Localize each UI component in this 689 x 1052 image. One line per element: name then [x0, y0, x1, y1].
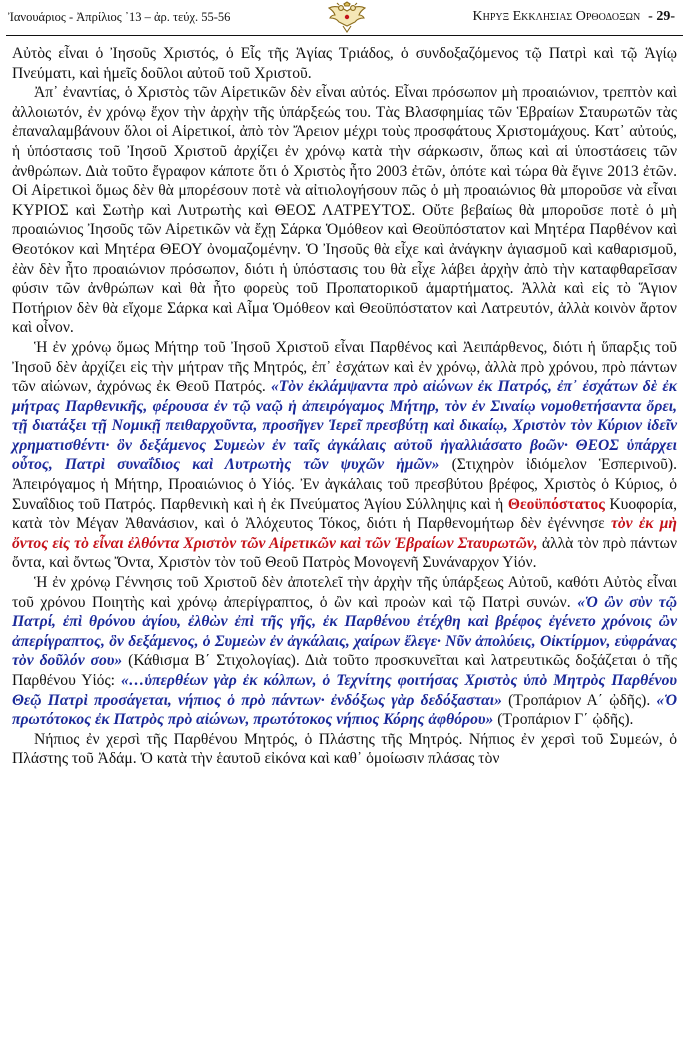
text-run-b: Ἡ ἐν χρόνῳ Γέννησις τοῦ Χριστοῦ δὲν ἀποτελεῖ τὴν ἀρχὴν τῆς ὑπάρξεως Αὐτοῦ,	[34, 574, 553, 592]
double-headed-eagle-icon	[326, 1, 368, 33]
text-run-b: αὐτοῦ	[187, 64, 225, 82]
text-run-b: ΘΕΟΣ ΛΑΤΡΕΥΤΟΣ.	[274, 201, 416, 219]
text-run-b: Κατ᾽ αὐτούς, ἡ ὑπόστασις τοῦ Ἰησοῦ Χριστοῦ ἀρχίζει ἐν χρόνῳ κατὰ τὴν σάρκωσιν, ὅπως καὶ αἱ ὑποστάσεις τῶν ἀνθρώπων.	[12, 123, 677, 180]
text-run: ἀλλὰ	[537, 534, 578, 552]
text-run-q: «…ὑπερθέων γὰρ ἐκ κόλπων, ὁ Τεχνίτης φοιτήσας Χριστὸς ὑπὸ Μητρὸς Παρθένου Θεῷ Πατρὶ προσάγεται, νήπιος ὁ πρὸ πάντων· ἐνδόξως γὰρ δεδόξασται»	[12, 672, 678, 709]
text-run: ἐτῶν. Οἱ Αἱρετικοὶ ὅμως δὲν θὰ μπορέσουν ποτὲ νὰ αἰτιολογήσουν πῶς ὁ μὴ προαιώνιος θὰ μποροῦσε νὰ εἶναι	[12, 162, 677, 200]
journal-title	[473, 9, 675, 25]
text-run-b: τὸν πρὸ πάντων ὄντα, καὶ ὄντως Ὄντα, Χριστὸν τὸν τοῦ Θεοῦ Πατρὸς Μονογενῆ Συνάναρχον Υἱόν.	[12, 534, 677, 572]
text-run: Νήπιος ἐν χερσὶ τῆς Παρθένου Μητρός,	[34, 730, 305, 748]
text-run-b: ΚΥΡΙΟΣ καὶ Σωτὴρ καὶ Λυτρωτὴς	[12, 201, 241, 219]
text-run-b: Αὐτὸς εἶναι ὁ Ἰησοῦς Χριστός,	[12, 45, 219, 62]
text-run: τοῦ Χριστοῦ.	[224, 64, 312, 82]
page-header	[0, 0, 689, 36]
text-run: Διὰ τοῦτο ἔγραφον κάποτε ὅτι ὁ Χριστὸς ἦτο	[81, 162, 377, 180]
text-run: (Τροπάριον Γ΄ ᾠδῆς).	[493, 711, 634, 729]
text-run: . Ὁ Ἰησοῦς θὰ εἶχε καὶ ἀνάγκην ἁγιασμοῦ καὶ καθαρισμοῦ, ἐὰν δὲν ἦτο προαιώνιον πρόσωπον, διότι ἡ ὑπόστασις του θὰ εἶχε λάβει ἀρχὴν ἀπὸ τὴν καταφθαρεῖσαν φύσιν τῶν ἀνθρώπων καὶ	[12, 240, 677, 298]
article-body	[12, 44, 677, 769]
journal-name: Κηρυξ Εκκλησιας Ορθοδοξων	[472, 9, 641, 24]
text-run-q: «Ὁ πρωτότοκος ἐκ Πατρὸς πρὸ αἰώνων, πρωτότοκος νήπιος Κόρης ἀφθόρου»	[12, 691, 677, 729]
paragraph	[12, 730, 677, 769]
text-run-b: 2013	[607, 162, 639, 180]
text-run: Οὔτε βεβαίως θὰ μποροῦσε ποτὲ ὁ μὴ προαιώνιος Ἰησοῦς τῶν Αἱρετικῶν νὰ ἔχῃ	[12, 201, 678, 239]
paragraph	[12, 338, 677, 573]
text-run: (Τροπάριον Α΄ ᾠδῆς).	[501, 691, 657, 709]
page-number: - 29-	[648, 9, 675, 24]
paragraph	[12, 83, 677, 338]
text-run-q: «Τὸν ἐκλάμψαντα πρὸ αἰώνων ἐκ Πατρός, ἐπ᾽ ἐσχάτων δὲ ἐκ μήτρας Παρθενικῆς, φέρουσα ἐν τῷ ναῷ ἡ ἀπειρόγαμος Μήτηρ, τὸν ἐν Σιναίῳ νομοθετήσαντα ὄρει, τῇ διατάξει τῇ Νομικῇ πειθαρχοῦντα, προσῆγεν Ἱερεῖ πρεσβύτῃ καὶ δικαίῳ, Χριστὸν τὸν Κύριον ἰδεῖν χρηματισθέντι· ὃν δεξάμενος Συμεὼν ἐν ταῖς ἀγκάλαις αὐτοῦ ἠγαλλιάσατο βοῶν· ΘΕΟΣ ὑπάρχει οὗτος, Πατρὶ συναΐδιος καὶ Λυτρωτὴς τῶν ψυχῶν ἡμῶν»	[12, 378, 677, 474]
text-run-ri: τὸν ἐκ μὴ ὄντος εἰς τὸ εἶναι ἐλθόντα Χριστὸν τῶν Αἱρετικῶν καὶ τῶν Ἑβραίων Σταυρωτῶν,	[12, 515, 677, 552]
text-run-b: Σάρκα Ὁμόθεον καὶ Θεοϋπόστατον καὶ Μητέρα Παρθένον καὶ Θεοτόκον καὶ Μητέρα ΘΕΟΥ ὀνομαζομένην	[12, 221, 677, 258]
text-run-b: θὰ ἦτο φορεὺς τοῦ Προπατορικοῦ ἁμαρτήματος.	[189, 280, 514, 298]
text-run-b: Σάρκα καὶ Αἷμα Ὁμόθεον καὶ Θεοϋπόστατον καὶ Λατρευτόν,	[167, 299, 554, 317]
text-run-r: Θεοϋπόστατος	[507, 495, 605, 513]
text-run-b: 2003	[376, 162, 408, 180]
text-run-b: ὁ Πλάστης τοῦ Ἀδάμ.	[12, 730, 677, 768]
text-run: Κυοφορία, κατὰ τὸν Μέγαν Ἀθανάσιον, καὶ ὁ Ἀλόχευτος Τόκος, διότι ἡ Παρθενομήτωρ δὲν ἐγέννησε	[12, 495, 677, 533]
text-run: ὁ Εἷς τῆς Ἁγίας Τριάδος, ὁ συνδοξαζόμενος τῷ Πατρὶ καὶ τῷ Ἁγίῳ Πνεύματι, καὶ ἡμεῖς δοῦλοι	[12, 45, 678, 82]
text-run: Ἡ ἐν χρόνῳ ὅμως Μήτηρ τοῦ Ἰησοῦ Χριστοῦ	[34, 338, 335, 356]
text-run-b: εἶναι Παρθένος καὶ Ἀειπάρθενος,	[334, 338, 548, 356]
issue-info: Ἰανουάριος - Ἀπρίλιος ᾽13 – ἀρ. τεύχ. 55-56	[8, 10, 231, 24]
text-run: (Στιχηρὸν ἰδιόμελον Ἑσπερινοῦ). Ἀπειρόγαμος ἡ Μήτηρ, Προαιώνιος ὁ Υἱός. Ἐν ἀγκάλαις τοῦ πρεσβύτου βρέφος, Χριστὸς ὁ Κύριος, ὁ Συναΐδιος τοῦ Πατρός. Παρθενικὴ καὶ ἡ ἐκ Πνεύματος Ἁγίου Σύλληψις καὶ ἡ	[12, 456, 677, 513]
text-run-q: «Ὁ ὢν σὺν τῷ Πατρί, ἐπὶ θρόνου ἁγίου, ἐλθὼν ἐπὶ τῆς γῆς, ἐκ Παρθένου ἐτέχθη καὶ βρέφος ἐγένετο χρόνοις ὢν ἀπερίγραπτος, ὃν δεξάμενος, ὁ Συμεὼν ἐν ἀγκάλαις, χαίρων ἔλεγε· Νῦν ἀπολύεις, Οἰκτίρμον, εὐφράνας τὸν δοῦλόν σου»	[12, 593, 677, 670]
text-run-b: ὁ Πλάστης τῆς Μητρός.	[304, 730, 463, 748]
text-run: διότι ἡ ὕπαρξις τοῦ Ἰησοῦ δὲν ἀρχίζει εἰς τὴν μήτραν τῆς Μητρός, ἐπ᾽ ἐσχάτων καὶ ἐν χρόνῳ, ἀλλὰ πρὸ χρόνου, πρὸ πάντων τῶν αἰώνων, ἀχρόνως ἐκ Θεοῦ Πατρός.	[12, 338, 677, 396]
text-run: Ἀλλὰ καὶ εἰς τὸ Ἅγιον Ποτήριον δὲν θὰ εἴχομε	[12, 280, 677, 317]
text-run: Νήπιος ἐν χερσὶ τοῦ Συμεών,	[462, 730, 670, 748]
text-run: ἀλλὰ κοινὸν ἄρτον καὶ οἶνον.	[12, 299, 677, 337]
text-run: καὶ	[240, 201, 275, 219]
text-run: ἐτῶν, ὁπότε καὶ τώρα θὰ ἔγινε	[407, 162, 608, 180]
text-run-b: ὁ ὢν καὶ προὼν καὶ τῷ Πατρὶ συνών.	[319, 593, 571, 611]
paragraph	[12, 44, 677, 83]
header-rule	[6, 35, 683, 36]
paragraph	[12, 573, 677, 730]
text-run: Ὁ κατὰ τὴν ἑαυτοῦ εἰκόνα καὶ καθ᾽ ὁμοίωσιν πλάσας τὸν	[136, 750, 500, 768]
text-run: καθότι Αὐτὸς εἶναι τοῦ χρόνου Ποιητὴς καὶ χρόνῳ ἀπερίγραπτος,	[12, 574, 677, 611]
text-run: (Κάθισμα Β΄ Στιχολογίας). Διὰ τοῦτο προσκυνεῖται καὶ λατρευτικῶς δοξάζεται ὁ τῆς Παρθένου Υἱός:	[12, 652, 677, 689]
text-run: Ἀπ᾽ ἐναντίας, ὁ Χριστὸς τῶν Αἱρετικῶν δὲν εἶναι αὐτός. Εἶναι πρόσωπον μὴ προαιώνιον, τρεπτὸν καὶ ἀλλοιωτόν, ἐν χρόνῳ ἔχον τὴν ἀρχὴν τῆς ὑπάρξεώς του. Τὰς Βλασφημίας τῶν Ἑβραίων Σταυρωτῶν τὰς ἐπαναλαμβάνουν ὅλοι οἱ Αἱρετικοί, ἀπὸ τὸν Ἄρειον μέχρι τοὺς προσφάτους Χριστομάχους.	[12, 84, 677, 141]
